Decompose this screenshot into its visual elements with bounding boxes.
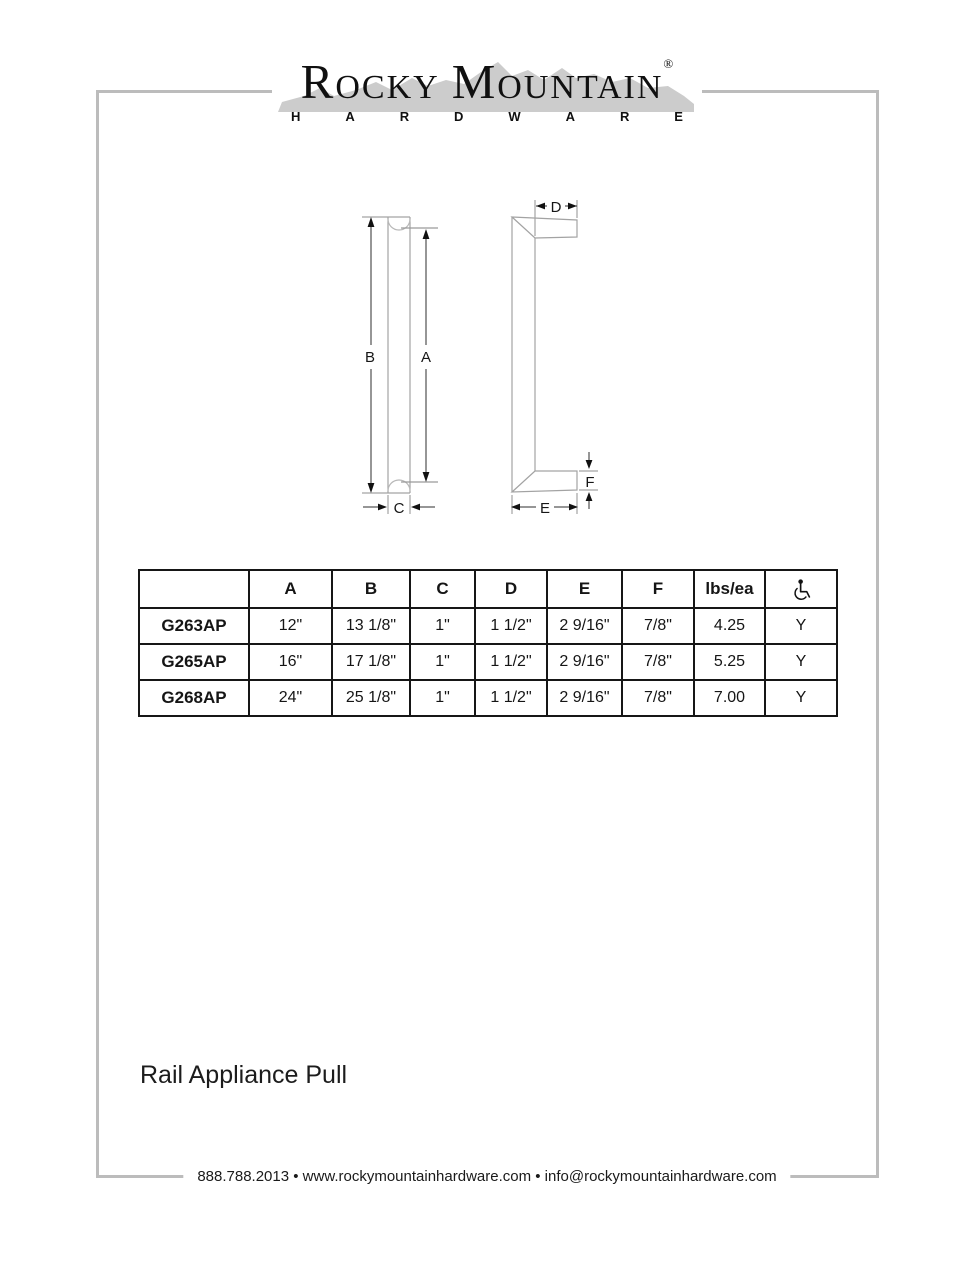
side-view-outline xyxy=(512,200,598,514)
weight-cell: 5.25 xyxy=(694,644,765,680)
column-header-b: B xyxy=(332,570,410,608)
dimension-label-f: F xyxy=(585,474,595,491)
column-header-c: C xyxy=(410,570,475,608)
column-header-d: D xyxy=(475,570,547,608)
product-title: Rail Appliance Pull xyxy=(140,1061,348,1089)
dim-d-cell: 1 1/2" xyxy=(475,608,547,644)
ada-cell: Y xyxy=(765,608,837,644)
brand-letter: R xyxy=(399,109,410,124)
dimension-label-e: E xyxy=(539,500,551,517)
table-row xyxy=(139,608,837,644)
model-cell: G265AP xyxy=(139,644,249,680)
weight-cell: 7.00 xyxy=(694,680,765,716)
dimension-lines xyxy=(363,206,589,509)
ada-cell: Y xyxy=(765,680,837,716)
dim-a-cell: 24" xyxy=(249,680,332,716)
dim-d-cell: 1 1/2" xyxy=(475,644,547,680)
brand-letter: H xyxy=(291,109,301,124)
column-header-model xyxy=(139,570,249,608)
dim-e-cell: 2 9/16" xyxy=(547,680,622,716)
dimension-label-b: B xyxy=(364,349,376,366)
dim-b-cell: 13 1/8" xyxy=(332,608,410,644)
dim-f-cell: 7/8" xyxy=(622,680,694,716)
brand-word1-rest: OCKY xyxy=(335,69,440,106)
column-header-a: A xyxy=(249,570,332,608)
table-row xyxy=(139,644,837,680)
column-header-lbs: lbs/ea xyxy=(694,570,765,608)
column-header-ada xyxy=(765,570,837,608)
brand-word1-initial: R xyxy=(300,54,336,109)
brand-letter: A xyxy=(565,109,575,124)
dimension-label-d: D xyxy=(550,199,562,216)
brand-letter: W xyxy=(508,109,521,124)
dim-b-cell: 25 1/8" xyxy=(332,680,410,716)
brand-subtext xyxy=(291,109,683,124)
dim-b-cell: 17 1/8" xyxy=(332,644,410,680)
wheelchair-accessible-icon xyxy=(791,578,812,601)
dim-d-cell: 1 1/2" xyxy=(475,680,547,716)
registered-mark: ® xyxy=(663,56,674,71)
table-header-row xyxy=(139,570,837,608)
brand-word2-rest: OUNTAIN xyxy=(497,69,664,106)
brand-letter: A xyxy=(345,109,355,124)
dim-f-cell: 7/8" xyxy=(622,608,694,644)
technical-drawing xyxy=(340,190,640,530)
logo xyxy=(272,48,702,132)
spec-table xyxy=(138,569,838,717)
dimension-label-c: C xyxy=(393,500,405,517)
weight-cell: 4.25 xyxy=(694,608,765,644)
dimension-label-a: A xyxy=(420,349,432,366)
dim-e-cell: 2 9/16" xyxy=(547,644,622,680)
dim-e-cell: 2 9/16" xyxy=(547,608,622,644)
brand-letter: D xyxy=(454,109,464,124)
brand-letter: E xyxy=(674,109,683,124)
model-cell: G268AP xyxy=(139,680,249,716)
dim-a-cell: 16" xyxy=(249,644,332,680)
contact-info: 888.788.2013 • www.rockymountainhardware.com • info@rockymountainhardware.com xyxy=(183,1168,790,1185)
brand-word2-initial: M xyxy=(451,54,498,109)
dimension-arrows xyxy=(368,203,593,511)
column-header-e: E xyxy=(547,570,622,608)
dim-a-cell: 12" xyxy=(249,608,332,644)
table-row xyxy=(139,680,837,716)
dim-c-cell: 1" xyxy=(410,680,475,716)
dim-c-cell: 1" xyxy=(410,608,475,644)
column-header-f: F xyxy=(622,570,694,608)
brand-name xyxy=(272,48,702,109)
brand-letter: R xyxy=(619,109,630,124)
dim-f-cell: 7/8" xyxy=(622,644,694,680)
dim-c-cell: 1" xyxy=(410,644,475,680)
model-cell: G263AP xyxy=(139,608,249,644)
ada-cell: Y xyxy=(765,644,837,680)
